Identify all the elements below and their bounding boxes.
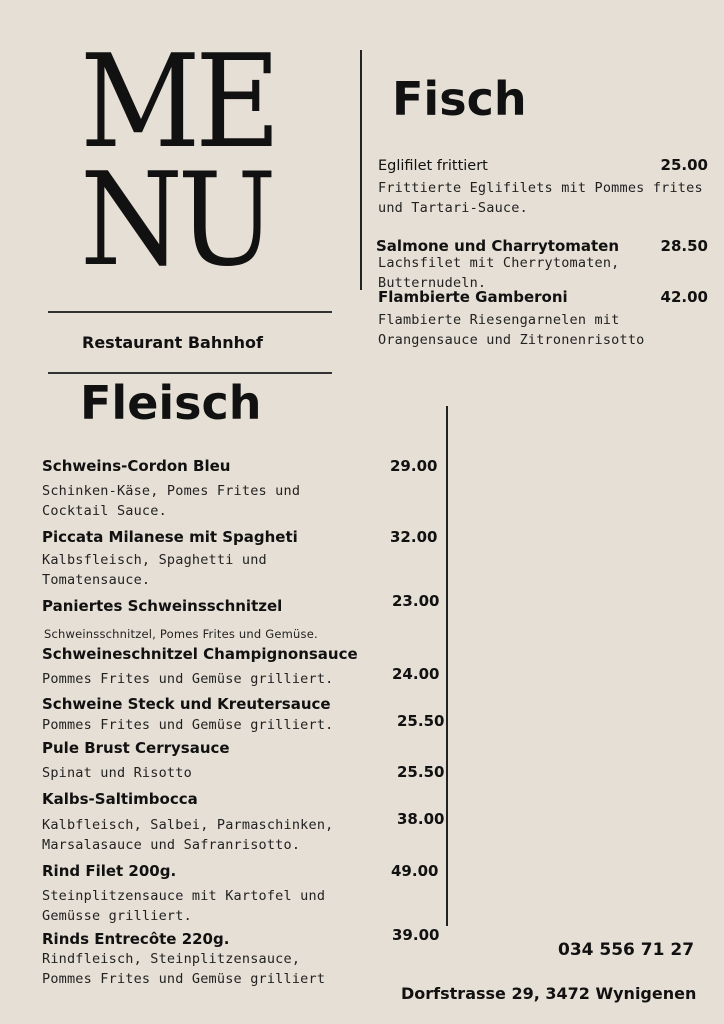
dish-description: Kalbfleisch, Salbei, Parmaschinken, Marsalasauce und Safranrisotto. bbox=[42, 817, 334, 853]
section-title-fisch: Fisch bbox=[392, 72, 527, 126]
dish-name: Eglifilet frittiert bbox=[378, 158, 488, 174]
dish-price: 38.00 bbox=[397, 810, 445, 828]
dish-name: Paniertes Schweinsschnitzel bbox=[42, 597, 283, 615]
dish-description: Rindfleisch, Steinplitzensauce, Pommes Frites und Gemüse grilliert bbox=[42, 951, 326, 987]
dish-price: 25.50 bbox=[397, 712, 445, 730]
dish-description: Pommes Frites und Gemüse grilliert. bbox=[42, 717, 334, 733]
menu-logo bbox=[80, 28, 276, 295]
dish-price: 42.00 bbox=[660, 288, 708, 306]
dish-name: Flambierte Gamberoni bbox=[378, 288, 568, 306]
divider-below-restaurant bbox=[48, 372, 332, 374]
dish-description: Schweinsschnitzel, Pomes Frites und Gemüse. bbox=[44, 627, 318, 641]
dish-description: Schinken-Käse, Pomes Frites und Cocktail Sauce. bbox=[42, 483, 301, 519]
dish-price: 32.00 bbox=[390, 528, 438, 546]
logo-line-1: ME bbox=[80, 28, 276, 177]
vertical-divider-bottom bbox=[446, 406, 448, 926]
dish-name: Schweins-Cordon Bleu bbox=[42, 457, 231, 475]
dish-price: 49.00 bbox=[391, 862, 439, 880]
dish-description: Frittierte Eglifilets mit Pommes frites und Tartari-Sauce. bbox=[378, 180, 703, 216]
dish-description: Kalbsfleisch, Spaghetti und Tomatensauce. bbox=[42, 552, 267, 588]
dish-name: Schweine Steck und Kreutersauce bbox=[42, 695, 331, 713]
address: Dorfstrasse 29, 3472 Wynigenen bbox=[401, 984, 697, 1003]
dish-price: 24.00 bbox=[392, 665, 440, 683]
dish-name: Rind Filet 200g. bbox=[42, 862, 177, 880]
dish-description: Spinat und Risotto bbox=[42, 765, 192, 781]
dish-description: Pommes Frites und Gemüse grilliert. bbox=[42, 671, 334, 687]
dish-name: Rinds Entrecôte 220g. bbox=[42, 930, 230, 948]
dish-price: 25.50 bbox=[397, 763, 445, 781]
dish-name: Salmone und Charrytomaten bbox=[376, 237, 620, 255]
dish-price: 28.50 bbox=[660, 237, 708, 255]
dish-price: 23.00 bbox=[392, 592, 440, 610]
phone-number: 034 556 71 27 bbox=[558, 940, 695, 960]
dish-price: 39.00 bbox=[392, 926, 440, 944]
section-title-fleisch: Fleisch bbox=[80, 376, 262, 430]
logo-line-2: NU bbox=[80, 146, 272, 295]
dish-name: Kalbs-Saltimbocca bbox=[42, 790, 198, 808]
dish-description: Flambierte Riesengarnelen mit Orangensauce und Zitronenrisotto bbox=[378, 312, 645, 348]
dish-price: 29.00 bbox=[390, 457, 438, 475]
dish-name: Piccata Milanese mit Spagheti bbox=[42, 528, 298, 546]
dish-description: Steinplitzensauce mit Kartofel und Gemüsse grilliert. bbox=[42, 888, 326, 924]
divider-above-restaurant bbox=[48, 311, 332, 313]
dish-name: Schweineschnitzel Champignonsauce bbox=[42, 645, 358, 663]
dish-description: Lachsfilet mit Cherrytomaten, Butternudeln. bbox=[378, 255, 620, 291]
dish-name: Pule Brust Cerrysauce bbox=[42, 739, 230, 757]
vertical-divider-top bbox=[360, 50, 362, 290]
restaurant-name: Restaurant Bahnhof bbox=[82, 333, 263, 352]
dish-price: 25.00 bbox=[660, 156, 708, 174]
